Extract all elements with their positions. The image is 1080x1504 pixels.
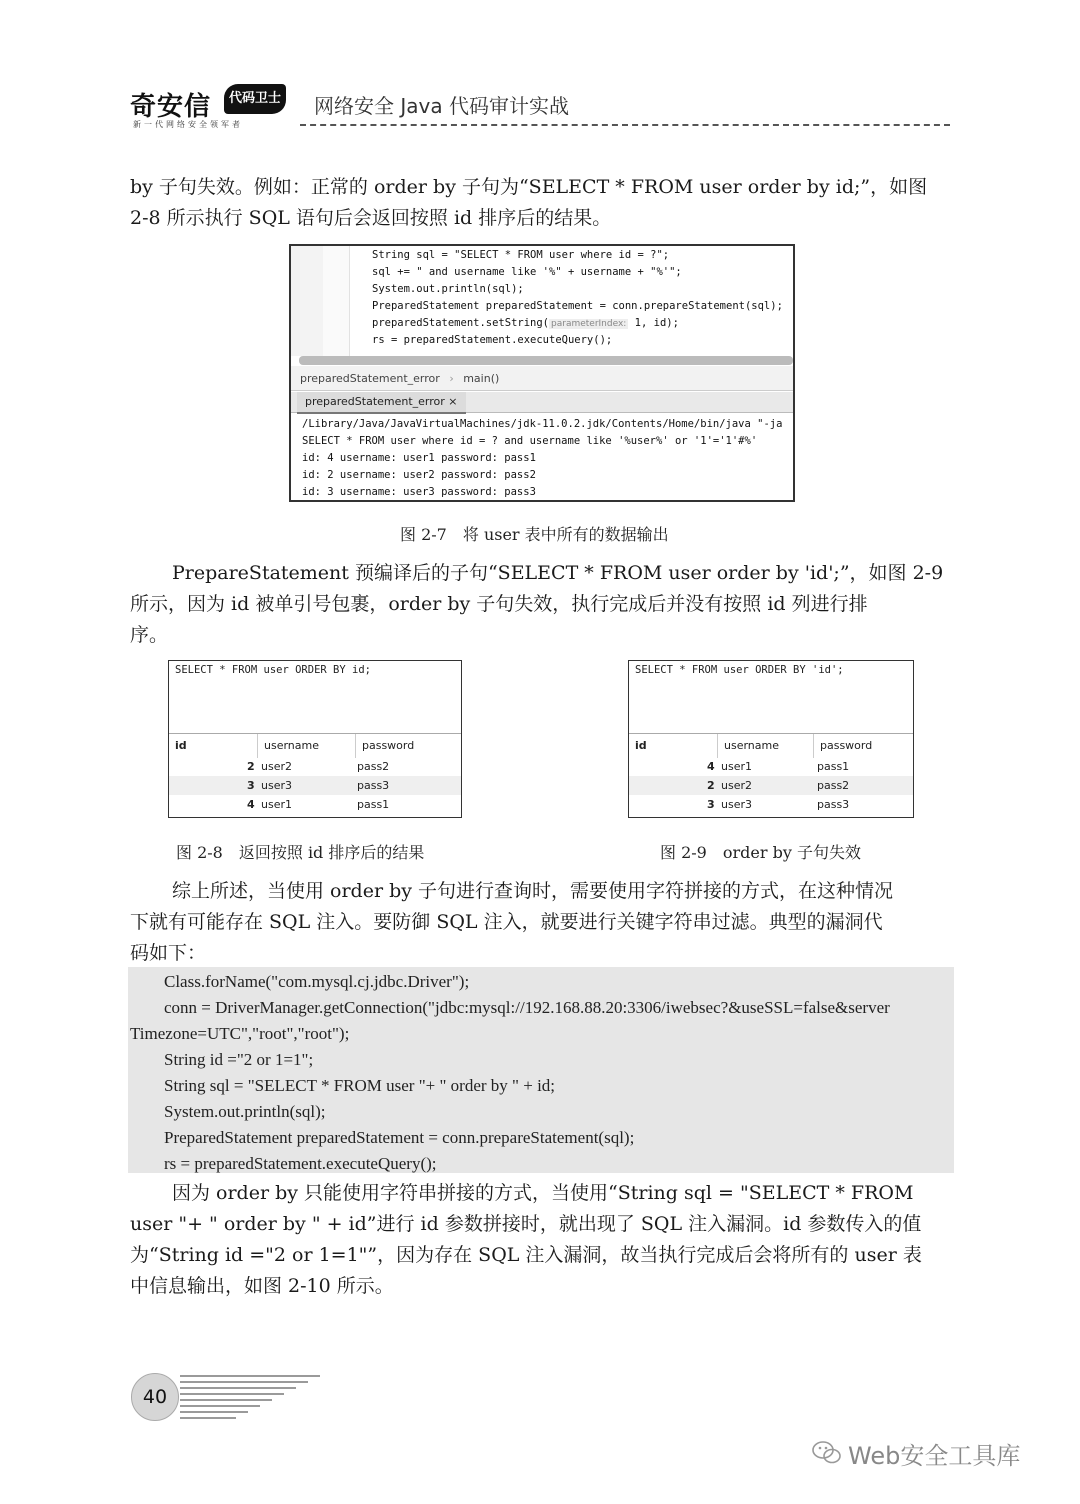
paragraph-line: 码如下： [130, 942, 207, 964]
column-header-id: id [175, 739, 187, 752]
code-line: sql += " and username like '%" + username + "%'"; [372, 266, 682, 278]
paragraph-1 [130, 172, 952, 234]
figure-2-9-caption: 图 2-9 order by 子句失效 [660, 843, 861, 862]
table-row [629, 757, 913, 776]
console-line: id: 3 username: user3 password: pass3 [302, 486, 536, 498]
figure-2-8-result-table [168, 660, 462, 818]
paragraph-line: PrepareStatement 预编译后的子句“SELECT * FROM user order by 'id';”，如图 2-9 [172, 562, 944, 584]
console-line: /Library/Java/JavaVirtualMachines/jdk-11.0.2.jdk/Contents/Home/bin/java "-ja [302, 418, 783, 430]
code-block-line: String sql = "SELECT * FROM user "+ " order by " + id; [130, 1076, 556, 1095]
table-row [629, 776, 913, 795]
column-header-username: username [257, 734, 355, 758]
figure-2-9-result-table [628, 660, 914, 818]
paragraph-2 [130, 558, 952, 651]
cell-username: user3 [261, 779, 292, 792]
figure-2-7-caption: 图 2-7 将 user 表中所有的数据输出 [400, 525, 669, 544]
paragraph-line: 2-8 所示执行 SQL 语句后会返回按照 id 排序后的结果。 [130, 207, 612, 229]
cell-id: 3 [707, 798, 715, 811]
code-fragment: 1, id); [628, 317, 679, 329]
cell-id: 4 [707, 760, 715, 773]
paragraph-line: 综上所述，当使用 order by 子句进行查询时，需要使用字符拼接的方式，在这种情况 [172, 880, 894, 902]
paragraph-3 [130, 876, 952, 969]
column-header-password: password [813, 734, 913, 758]
page-number: 40 [131, 1373, 179, 1421]
horizontal-scrollbar [299, 356, 793, 365]
cell-password: pass1 [817, 760, 850, 773]
cell-id: 2 [707, 779, 715, 792]
code-line: rs = preparedStatement.executeQuery(); [372, 334, 613, 346]
column-header-id: id [635, 739, 647, 752]
cell-username: user2 [721, 779, 752, 792]
figure-2-8-caption: 图 2-8 返回按照 id 排序后的结果 [176, 843, 425, 862]
code-line: PreparedStatement preparedStatement = conn.prepareStatement(sql); [372, 300, 783, 312]
breadcrumb-method: main() [463, 372, 500, 385]
cell-username: user1 [721, 760, 752, 773]
column-header-username: username [717, 734, 813, 758]
code-block-line: System.out.println(sql); [130, 1102, 326, 1121]
paragraph-line: 下就有可能存在 SQL 注入。要防御 SQL 注入，就要进行关键字符串过滤。典型的漏洞代 [130, 911, 883, 933]
console-line: id: 2 username: user2 password: pass2 [302, 469, 536, 481]
parameter-hint: parameterIndex: [551, 319, 627, 329]
publisher-logo-text: 奇安信 [130, 92, 212, 122]
cell-id: 4 [247, 798, 255, 811]
console-line: id: 4 username: user1 password: pass1 [302, 452, 536, 464]
paragraph-line: 序。 [130, 624, 169, 646]
cell-username: user2 [261, 760, 292, 773]
column-header-password: password [355, 734, 461, 758]
paragraph-line: 为“String id ="2 or 1=1"”，因为存在 SQL 注入漏洞，故当执行完成后会将所有的 user 表 [130, 1244, 922, 1266]
page-number-stripes [180, 1373, 320, 1419]
breadcrumb-separator: › [449, 372, 454, 385]
cell-id: 2 [247, 760, 255, 773]
code-line: System.out.println(sql); [372, 283, 524, 295]
breadcrumb-class: preparedStatement_error [300, 372, 440, 385]
paragraph-line: 因为 order by 只能使用字符串拼接的方式，当使用“String sql = "SELECT * FROM [172, 1182, 914, 1204]
run-tab: preparedStatement_error × [297, 392, 466, 414]
table-header [629, 733, 913, 758]
code-block-line: Timezone=UTC","root","root"); [130, 1024, 350, 1043]
cell-password: pass1 [357, 798, 390, 811]
code-line: String sql = "SELECT * FROM user where id = ?"; [372, 249, 670, 261]
fold-gutter [323, 246, 350, 356]
cell-password: pass3 [817, 798, 850, 811]
code-block-line: rs = preparedStatement.executeQuery(); [130, 1154, 437, 1173]
sql-query: SELECT * FROM user ORDER BY id; [175, 664, 371, 676]
publisher-slogan: 新一代网络安全领军者 [133, 120, 243, 129]
header-divider [300, 124, 950, 126]
paragraph-line: user "+ " order by " + id”进行 id 参数拼接时，就出现了 SQL 注入漏洞。id 参数传入的值 [130, 1213, 922, 1235]
figure-2-7-ide-screenshot [289, 244, 795, 502]
table-row [629, 795, 913, 814]
code-block-line: conn = DriverManager.getConnection("jdbc:mysql://192.168.88.20:3306/iwebsec?&useSSL=false&server [130, 998, 890, 1017]
code-fragment: preparedStatement.setString( [372, 317, 550, 329]
cell-id: 3 [247, 779, 255, 792]
editor-breadcrumb [291, 366, 793, 391]
paragraph-line: by 子句失效。例如：正常的 order by 子句为“SELECT * FROM user order by id;”，如图 [130, 176, 928, 198]
code-block-line: PreparedStatement preparedStatement = conn.prepareStatement(sql); [130, 1128, 635, 1147]
console-line: SELECT * FROM user where id = ? and username like '%user%' or '1'='1'#%' [302, 435, 758, 447]
cell-password: pass3 [357, 779, 390, 792]
code-line [372, 315, 679, 332]
table-row [169, 776, 461, 795]
watermark-text: Web安全工具库 [848, 1442, 1021, 1470]
cell-username: user3 [721, 798, 752, 811]
table-header [169, 733, 461, 758]
table-row [169, 757, 461, 776]
paragraph-4 [130, 1178, 952, 1302]
cell-password: pass2 [357, 760, 390, 773]
table-row [169, 795, 461, 814]
line-number-gutter [291, 246, 324, 356]
cell-password: pass2 [817, 779, 850, 792]
code-block-line: Class.forName("com.mysql.cj.jdbc.Driver"); [130, 972, 470, 991]
code-block-line: String id ="2 or 1=1"; [130, 1050, 314, 1069]
wechat-icon [812, 1440, 842, 1466]
running-header-title: 网络安全 Java 代码审计实战 [314, 94, 569, 118]
sql-query: SELECT * FROM user ORDER BY 'id'; [635, 664, 844, 676]
paragraph-line: 所示，因为 id 被单引号包裹，order by 子句失效，执行完成后并没有按照 id 列进行排 [130, 593, 868, 615]
cell-username: user1 [261, 798, 292, 811]
publisher-logo-mark: 代码卫士 [224, 84, 286, 114]
paragraph-line: 中信息输出，如图 2-10 所示。 [130, 1275, 394, 1297]
